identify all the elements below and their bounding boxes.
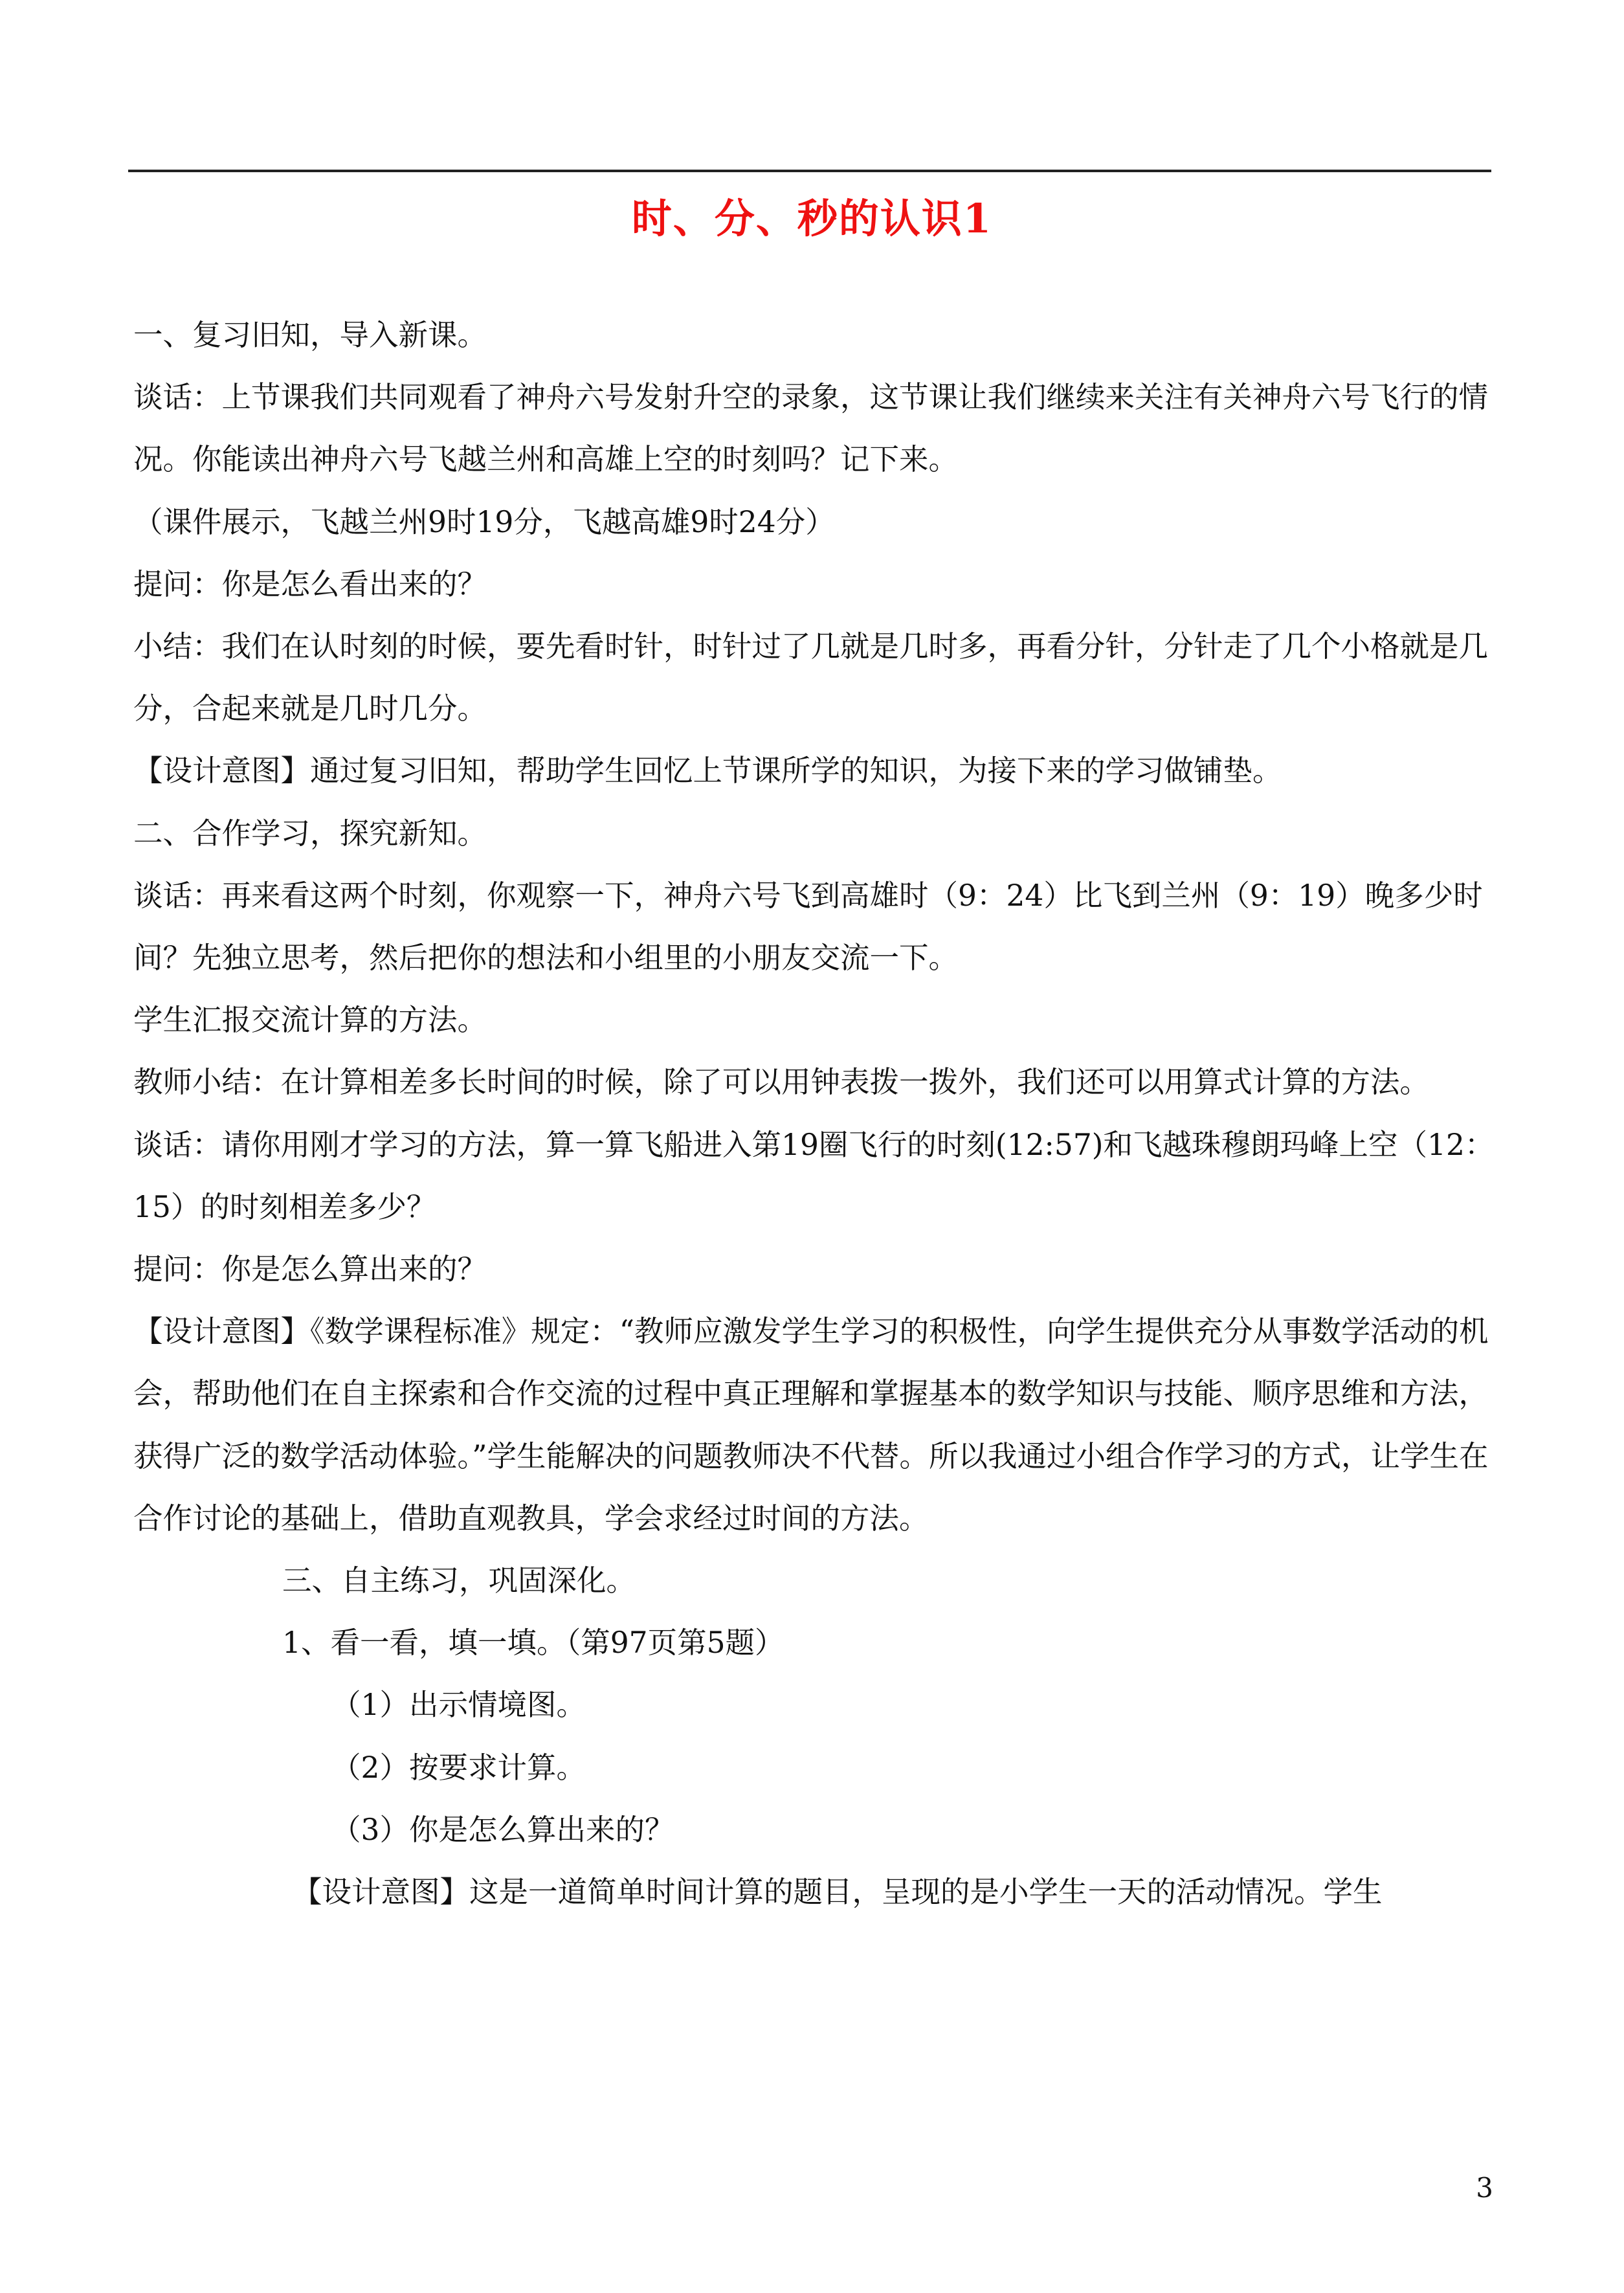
- paragraph-courseware-note: （课件展示，飞越兰州9时19分，飞越高雄9时24分）: [133, 504, 835, 539]
- paragraph-dialogue-intro: 谈话：上节课我们共同观看了神舟六号发射升空的录象，这节课让我们继续来关注有关神舟六号飞行的情况。你能读出神舟六号飞越兰州和高雄上空的时刻吗？记下来。: [133, 380, 1489, 477]
- paragraph-teacher-summary: 教师小结：在计算相差多长时间的时候，除了可以用钟表拨一拨外，我们还可以用算式计算的方法。: [133, 1065, 1430, 1100]
- page-number: 3: [1476, 2172, 1493, 2204]
- sub-item-2: （2）按要求计算。: [331, 1750, 586, 1785]
- paragraph-design-intent-1: 【设计意图】通过复习旧知，帮助学生回忆上节课所学的知识，为接下来的学习做铺垫。: [133, 754, 1282, 789]
- document-body: [133, 304, 1496, 1923]
- section-heading-cooperative: 二、合作学习，探究新知。: [133, 816, 487, 851]
- paragraph-dialogue-3: 谈话：请你用刚才学习的方法，算一算飞船进入第19圈飞行的时刻(12:57)和飞越珠穆朗玛峰上空（12：15）的时刻相差多少？: [133, 1127, 1495, 1224]
- sub-item-3: （3）你是怎么算出来的？: [331, 1812, 674, 1847]
- paragraph-question-2: 提问：你是怎么算出来的？: [133, 1252, 487, 1287]
- sub-item-1: （1）出示情境图。: [331, 1688, 586, 1723]
- paragraph-question-1: 提问：你是怎么看出来的？: [133, 566, 487, 601]
- page-title: 时、分、秒的认识1: [631, 195, 993, 242]
- exercise-item-1: 1、看一看，填一填。（第97页第5题）: [282, 1626, 784, 1661]
- header-rule: [128, 170, 1491, 172]
- paragraph-summary-1: 小结：我们在认时刻的时候，要先看时针，时针过了几就是几时多，再看分针，分针走了几个小格就是几分，合起来就是几时几分。: [133, 629, 1489, 726]
- paragraph-student-report: 学生汇报交流计算的方法。: [133, 1003, 487, 1038]
- section-heading-practice: 三、自主练习，巩固深化。: [282, 1563, 636, 1598]
- paragraph-design-intent-3: 【设计意图】这是一道简单时间计算的题目，呈现的是小学生一天的活动情况。学生: [293, 1875, 1383, 1910]
- section-heading-review: 一、复习旧知，导入新课。: [133, 318, 487, 352]
- paragraph-design-intent-2: 【设计意图】《数学课程标准》规定：“教师应激发学生学习的积极性，向学生提供充分从事数学活动的机会，帮助他们在自主探索和合作交流的过程中真正理解和掌握基本的数学知识与技能、顺序思维和方法，获得广泛的数学活动体验。”学生能解决的问题教师决不代替。所以我通过小组合作学习的方式，让学生在合作讨论的基础上，借助直观教具，学会求经过时间的方法。: [133, 1314, 1489, 1536]
- paragraph-dialogue-2: 谈话：再来看这两个时刻，你观察一下，神舟六号飞到高雄时（9：24）比飞到兰州（9：19）晚多少时间？先独立思考，然后把你的想法和小组里的小朋友交流一下。: [133, 878, 1483, 976]
